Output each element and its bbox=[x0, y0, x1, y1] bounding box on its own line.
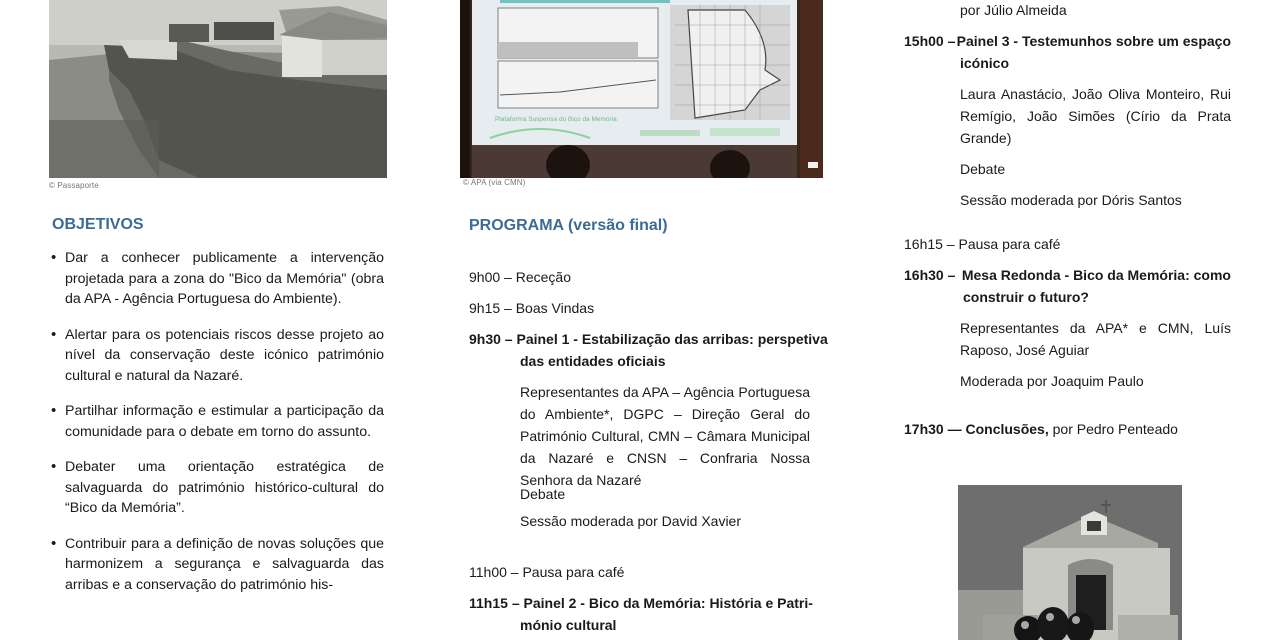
program-detail: Sessão moderada por David Xavier bbox=[520, 513, 742, 529]
program-item-conclusoes bbox=[904, 418, 1178, 440]
program-time: 11h00 – bbox=[469, 564, 519, 580]
program-label: Receção bbox=[515, 269, 571, 285]
objetivos-list bbox=[50, 248, 384, 610]
program-time: 15h00 – bbox=[904, 33, 956, 49]
program-detail: Representantes da APA* e CMN, Luís Raposo, José Aguiar bbox=[960, 320, 1231, 358]
program-item-painel-2 bbox=[469, 592, 813, 614]
program-item-pausa-2 bbox=[904, 233, 1060, 255]
program-detail: Laura Anastácio, João Oliva Monteiro, Rui Remígio, João Simões (Círio da Prata Grande) bbox=[960, 86, 1231, 146]
program-time: 16h15 – bbox=[904, 236, 955, 252]
program-label: Painel 3 - Testemunhos sobre um espaço bbox=[956, 33, 1231, 49]
program-item-receção bbox=[469, 266, 571, 288]
program-item-mesa-redonda bbox=[904, 264, 1231, 286]
program-detail-prev: por Júlio Almeida bbox=[960, 2, 1067, 18]
program-label: Pausa para café bbox=[522, 564, 625, 580]
left-photo bbox=[49, 0, 387, 178]
program-item-boas-vindas bbox=[469, 297, 594, 319]
program-label: Painel 1 - Estabilização das arribas: perspetiva bbox=[516, 331, 828, 347]
program-detail: Sessão moderada por Dóris Santos bbox=[960, 192, 1182, 208]
program-label-cont: construir o futuro? bbox=[963, 289, 1089, 305]
objetivo-item: • Contribuir para a definição de novas soluções que harmonizem a segurança e salvaguarda das arribas e a conservação do património his- bbox=[50, 534, 384, 596]
right-photo bbox=[958, 485, 1182, 640]
programa-heading: PROGRAMA (versão final) bbox=[469, 217, 668, 234]
program-time: 9h00 – bbox=[469, 269, 512, 285]
program-detail: Representantes da APA – Agência Portuguesa do Ambiente*, DGPC – Direção Geral do Património Cultural, CMN – Câmara Municipal da Nazaré e CNSN – Confraria Nossa Senhora da Nazaré bbox=[520, 384, 810, 488]
objetivos-heading: OBJETIVOS bbox=[52, 216, 144, 233]
presentation-slide-illustration bbox=[460, 0, 823, 178]
slide-title: Plataforma Suspensa do Bico da Memória bbox=[495, 116, 617, 123]
program-label: Boas Vindas bbox=[515, 300, 595, 316]
program-detail: Moderada por Joaquim Paulo bbox=[960, 373, 1144, 389]
program-suffix: por Pedro Penteado bbox=[1048, 421, 1178, 437]
program-item-pausa-1 bbox=[469, 561, 624, 583]
program-time: 9h15 – bbox=[469, 300, 512, 316]
program-detail: Debate bbox=[960, 161, 1006, 177]
program-item-painel-1 bbox=[469, 328, 828, 350]
cliff-illustration bbox=[49, 0, 387, 178]
center-photo bbox=[460, 0, 823, 178]
program-label: Painel 2 - Bico da Memória: História e Patri- bbox=[523, 595, 813, 611]
program-label: Conclusões, bbox=[965, 421, 1049, 437]
program-label: Mesa Redonda - Bico da Memória: como bbox=[961, 267, 1231, 283]
chapel-illustration bbox=[958, 485, 1182, 640]
left-photo-caption: © Passaporte bbox=[49, 181, 99, 190]
objetivo-item: • Debater uma orientação estratégica de salvaguarda do património histórico-cultural do “Bico da Memória”. bbox=[50, 457, 384, 519]
program-label-cont: mónio cultural bbox=[520, 617, 617, 633]
objetivo-item: • Dar a conhecer publicamente a intervenção projetada para a zona do "Bico da Memória" (obra da APA - Agência Portuguesa do Ambiente). bbox=[50, 248, 384, 310]
program-label: Pausa para café bbox=[958, 236, 1061, 252]
program-time: 9h30 – bbox=[469, 331, 513, 347]
program-label-cont: icónico bbox=[960, 55, 1010, 71]
objetivo-item: • Alertar para os potenciais riscos desse projeto ao nível da conservação deste icónico património cultural e natural da Nazaré. bbox=[50, 325, 384, 387]
objetivo-item: • Partilhar informação e estimular a participação da comunidade para o debate em torno do assunto. bbox=[50, 401, 384, 442]
program-label-cont: das entidades oficiais bbox=[520, 353, 666, 369]
center-photo-caption: © APA (via CMN) bbox=[463, 178, 526, 187]
program-detail: Debate bbox=[520, 486, 566, 502]
program-time: 17h30 — bbox=[904, 421, 962, 437]
program-item-painel-3 bbox=[904, 30, 1231, 52]
program-time: 11h15 – bbox=[469, 595, 520, 611]
program-time: 16h30 – bbox=[904, 267, 956, 283]
